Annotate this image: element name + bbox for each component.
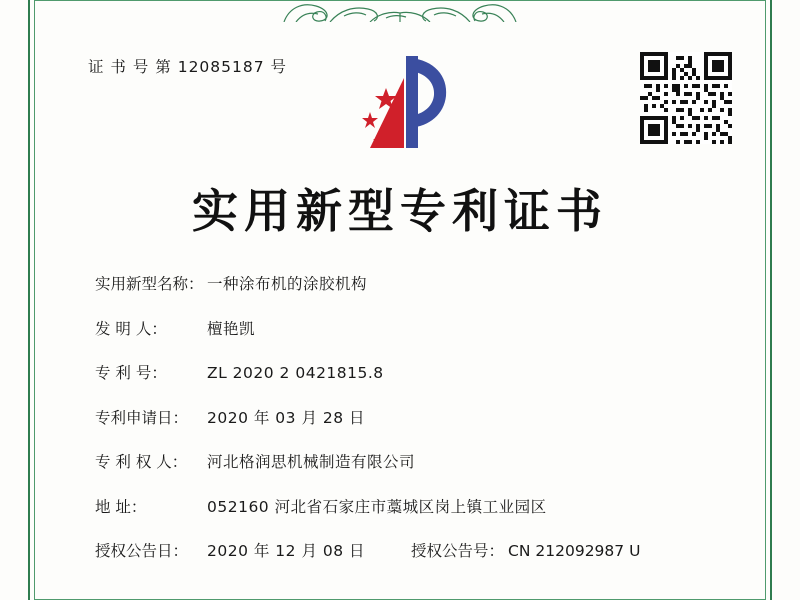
ornamental-band-top — [34, 0, 766, 22]
page-title: 实用新型专利证书 — [192, 184, 608, 238]
certificate-number: 证 书 号 第 12085187 号 — [88, 58, 288, 76]
field-label: 专利申请日： — [95, 408, 189, 427]
field-value: 檀艳凯 — [207, 319, 256, 338]
field-row-grant-announcement — [95, 539, 730, 561]
field-label: 专 利 权 人： — [95, 453, 188, 471]
field-value: 一种涂布机的涂胶机构 — [207, 275, 368, 293]
field-row-address — [95, 495, 730, 517]
grant-number-value: CN 212092987 U — [508, 542, 641, 560]
grant-number-label: 授权公告号： — [411, 542, 505, 560]
field-value: 2020 年 03 月 28 日 — [207, 408, 366, 427]
field-value: 河北格润思机械制造有限公司 — [207, 453, 416, 471]
field-row-patent-number — [95, 361, 730, 383]
field-row-application-date — [95, 406, 730, 428]
field-label: 实用新型名称： — [95, 275, 204, 293]
grant-date-value: 2020 年 12 月 08 日 — [207, 542, 366, 560]
field-row-inventor — [95, 317, 730, 339]
field-label: 地 址： — [95, 497, 147, 516]
field-label: 专 利 号： — [95, 364, 167, 382]
cnipa-patent-logo — [348, 52, 458, 152]
qr-code — [640, 52, 732, 144]
grant-date-label: 授权公告日： — [95, 542, 189, 560]
grant-number-group — [411, 539, 640, 561]
field-row-utility-model-name — [95, 272, 730, 294]
field-list — [95, 272, 730, 561]
field-value: ZL 2020 2 0421815.8 — [207, 364, 384, 382]
field-row-patentee — [95, 450, 730, 472]
field-value: 052160 河北省石家庄市藁城区岗上镇工业园区 — [207, 497, 547, 516]
field-label: 发 明 人： — [95, 319, 167, 338]
